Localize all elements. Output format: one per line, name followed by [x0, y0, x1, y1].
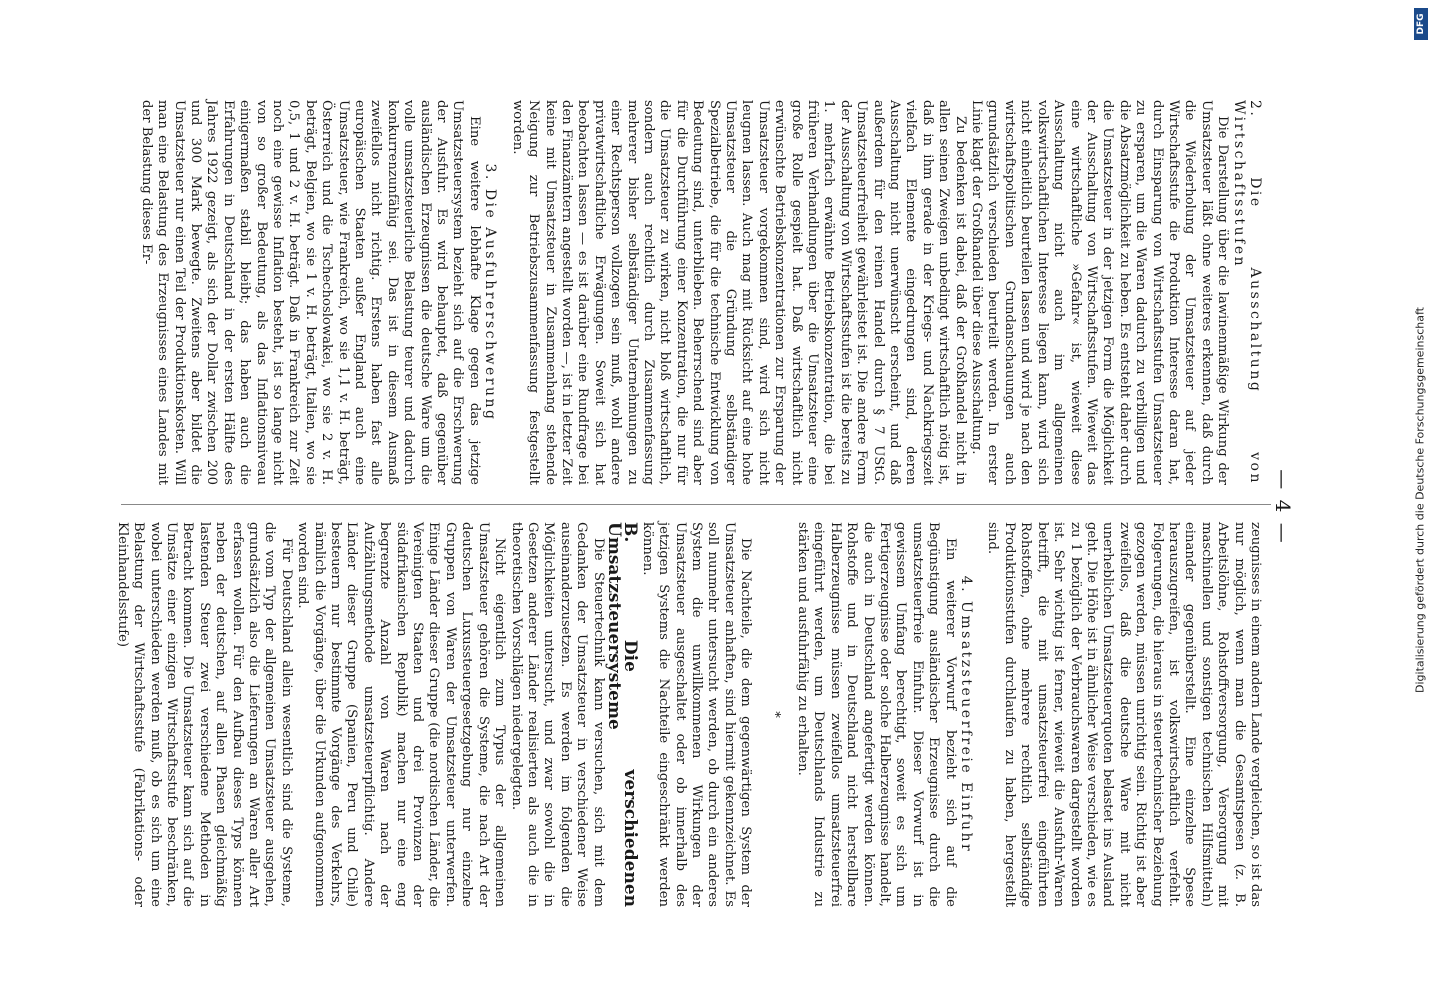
rotated-document-page	[109, 92, 1295, 922]
separator-mark: *	[766, 711, 782, 718]
section-3-paragraph-1: Eine weitere lebhafte Klage gegen das jetzige Umsatzsteuersystem bezieht sich auf die Erschwerung der Ausfuhr. Es wird behauptet, daß gegenüber ausländischen Erzeugnissen die deutsche Ware um die volle umsatzsteuerliche Belastung teurer und dadurch konkurrenzunfähig sei. Das ist in diesem Ausmaß zweifellos nicht richtig. Erstens haben fast alle europäischen Staaten außer England auch eine Umsatzsteuer, wie Frankreich, wo sie 1,1 v. H. beträgt, Österreich und die Tschechoslowakei, wo sie 2 v. H. beträgt, Belgien, wo sie 1 v. H. beträgt, Italien, wo sie 0,5, 1 und 2 v. H. beträgt. Daß in Frankreich zur Zeit noch eine gewisse Inflation besteht, ist so lange nicht von so großer Bedeutung, als das Inflationsniveau einigermaßen stabil bleibt; das haben auch die Erfahrungen in Deutschland in der ersten Hälfte des Jahres 1922 gezeigt, als sich der Dollar zwischen 200 und 300 Mark bewegte. Zweitens aber bildet die Umsatzsteuer nur einen Teil der Produktionskosten. Will man eine Belastung des Erzeugnisses eines Landes mit der Belastung dieses Er-	[138, 100, 482, 485]
dfg-logo-text: DFG	[1416, 13, 1426, 35]
digitization-credit-strip	[1405, 10, 1434, 990]
dfg-logo	[1414, 8, 1428, 40]
nachteile-paragraph: Die Nachteile, die dem gegenwärtigen System der Umsatzsteuer anhaften, sind hiermit gekennzeichnet. Es soll nunmehr untersucht werden, ob durch ein anderes System die unwillkommenen Wirkungen der Umsatzsteuer ausgeschaltet oder ob innerhalb des jetzigen Systems die Nachteile eingeschränkt werden können.	[639, 522, 754, 907]
right-paragraph-1: zeugnisses in einem andern Lande vergleichen, so ist das nur möglich, wenn man die Gesamtspesen (z. B. Arbeitslöhne, Rohstoffversorgung, Versorgung mit maschinellen und sonstigen technischen Hilfsmitteln) einander gegenüberstellt. Eine einzelne Spese herauszugreifen, ist volkswirtschaftlich verfehlt. Folgerungen, die hieraus in steuertechnischer Beziehung gezogen werden, müssen unrichtig sein. Richtig ist aber zweifellos, daß die deutsche Ware mit nicht unerheblichen Umsatzsteuerquoten belastet ins Ausland geht. Die Höhe ist in ähnlicher Weise verschieden, wie es zu 1 bezüglich der Verbrauchswaren dargestellt worden ist. Sehr wichtig ist ferner, wieweit die Ausfuhr-Waren betrifft, die mit umsatzsteuerfrei eingeführten Rohstoffen, ohne mehrere rechtlich selbständige Produktionsstufen durchlaufen zu haben, hergestellt sind.	[985, 522, 1263, 908]
section-2-paragraph-1: Die Darstellung über die lawinenmäßige Wirkung der Umsatzsteuer läßt ohne weiteres erkennen, daß durch die Wiederholung der Umsatzsteuer auf jeder Wirtschaftsstufe die Produktion Interesse daran hat, durch Einsparung von Wirtschaftsstufen Umsatzsteuer zu ersparen, um die Waren dadurch zu verbilligen und die Absatzmöglichkeit zu heben. Es entsteht daher durch die Umsatzsteuer in der jetzigen Form die Möglichkeit der Ausschaltung von Wirtschaftsstufen. Wieweit das eine wirtschaftliche »Gefahr« ist, wieweit diese Ausschaltung nicht auch im allgemeinen volkswirtschaftlichen Interesse liegen kann, wird sich nicht einheitlich beurteilen lassen und wird je nach den wirtschaftspolitischen Grundanschauungen auch grundsätzlich verschieden beurteilt werden. In erster Linie klagt der Großhandel über diese Ausschaltung.	[969, 100, 1231, 485]
page-number: — 4 —	[1271, 469, 1295, 545]
left-column	[137, 100, 1263, 485]
section-3-heading: 3. Die Ausfuhrerschwerung	[482, 163, 499, 422]
column-divider	[121, 504, 1271, 505]
section-b-paragraph-1: Die Steuertechnik kann versuchen, sich mit dem Gedanken der Umsatzsteuer in verschiedener Weise auseinanderzusetzen. Es werden im folgenden die Möglichkeiten untersucht, und zwar sowohl die in Gesetzen anderer Länder realisierten als auch die in theoretischen Vorschlägen niedergelegten.	[508, 522, 606, 907]
right-column	[113, 522, 1263, 907]
section-2-paragraph-2: Zu bedenken ist dabei, daß der Großhandel nicht in allen seinen Zweigen unbedingt wirtschaftlich nötig ist, daß in ihm gerade in der Kriegs- und Nachkriegszeit vielfach Elemente eingedrungen sind, deren Ausschaltung nicht unerwünscht erscheint, und daß außerdem für den reinen Handel durch § 7 UStG. Umsatzsteuerfreiheit gewährleistet ist. Die andere Form der Ausschaltung von Wirtschaftsstufen ist die bereits zu 1. mehrfach erwähnte Betriebskonzentration, die bei früheren Verhandlungen über die Umsatzsteuer eine große Rolle gespielt hat. Daß wirtschaftlich nicht erwünschte Betriebskonzentrationen zur Ersparung der Umsatzsteuer vorgekommen sind, wird sich nicht leugnen lassen. Auch mag mit Rücksicht auf eine hohe Umsatzsteuer die Gründung selbständiger Spezialbetriebe, die für die technische Entwicklung von Bedeutung sind, unterblieben. Beherrschend sind aber für die Durchführung einer Konzentration, die nur für die Umsatzsteuer zu wirken, nicht bloß wirtschaftlich, sondern auch rechtlich durch Zusammenfassung mehrerer bisher selbständiger Unternehmungen zu einer Rechtsperson vollzogen sein muß, wohl andere privatwirtschaftliche Erwägungen. Soweit sich hat beobachten lassen — es ist darüber eine Rundfrage bei den Finanzämtern angestellt worden —, ist in letzter Zeit keine mit Umsatzsteuer in Zusammenhang stehende Neigung zur Betriebszusammenfassung festgestellt worden.	[509, 100, 968, 485]
section-2-heading: 2. Die Ausschaltung von Wirtschaftsstufen	[1230, 100, 1263, 485]
section-4-heading: 4. Umsatzsteuerfreie Einfuhr	[958, 575, 975, 854]
section-4-paragraph-1: Ein weiterer Vorwurf bezieht sich auf die Begünstigung ausländischer Erzeugnisse durch die umsatzsteuerfreie Einfuhr. Dieser Vorwurf ist in gewissem Umfang berechtigt, soweit es sich um Fertigerzeugnisse oder solche Halberzeugnisse handelt, die auch in Deutschland angefertigt werden können. Rohstoffe und in Deutschland nicht herstellbare Halberzeugnisse müssen zweifellos umsatzsteuerfrei eingeführt werden, um Deutschlands Industrie zu stärken und ausfuhrfähig zu erhalten.	[795, 522, 958, 907]
section-b-paragraph-3: Für Deutschland allein wesentlich sind die Systeme, die vom Typ der allgemeinen Umsatzsteuer ausgehen, grundsätzlich also die Lieferungen an Waren aller Art erfassen wollen. Für den Aufbau dieses Typs können neben der deutschen, auf allen Phasen gleichmäßig lastenden Steuer zwei verschiedene Methoden in Betracht kommen. Die Umsatzsteuer kann sich auf die Umsätze einer einzigen Wirtschaftsstufe beschränken, wobei unterschieden werden muß, ob es sich um eine Belastung der Wirtschaftsstufe (Fabrikations- oder Kleinhandelsstufe)	[114, 522, 294, 907]
section-b-heading: B. Die verschiedenen Umsatzsteuersysteme	[603, 522, 641, 907]
section-b-paragraph-2: Nicht eigentlich zum Typus der allgemeinen Umsatzsteuer gehören die Systeme, die nach Art der deutschen Luxussteuergesetzgebung nur einzelne Gruppen von Waren der Umsatzsteuer unterwerfen. Einige Länder dieser Gruppe (die nordischen Länder, die Vereinigten Staaten und drei Provinzen der südafrikanischen Republik) machen nur eine eng begrenzte Anzahl von Waren nach der Aufzählungsmethode umsatzsteuerpflichtig. Andere Länder dieser Gruppe (Spanien, Peru und Chile) besteuern nur bestimmte Vorgänge des Verkehrs, nämlich die Vorgänge, über die Urkunden aufgenommen worden sind.	[295, 522, 508, 907]
digitization-credit-text: Digitalisierung gefördert durch die Deutsche Forschungsgemeinschaft	[1413, 307, 1427, 693]
